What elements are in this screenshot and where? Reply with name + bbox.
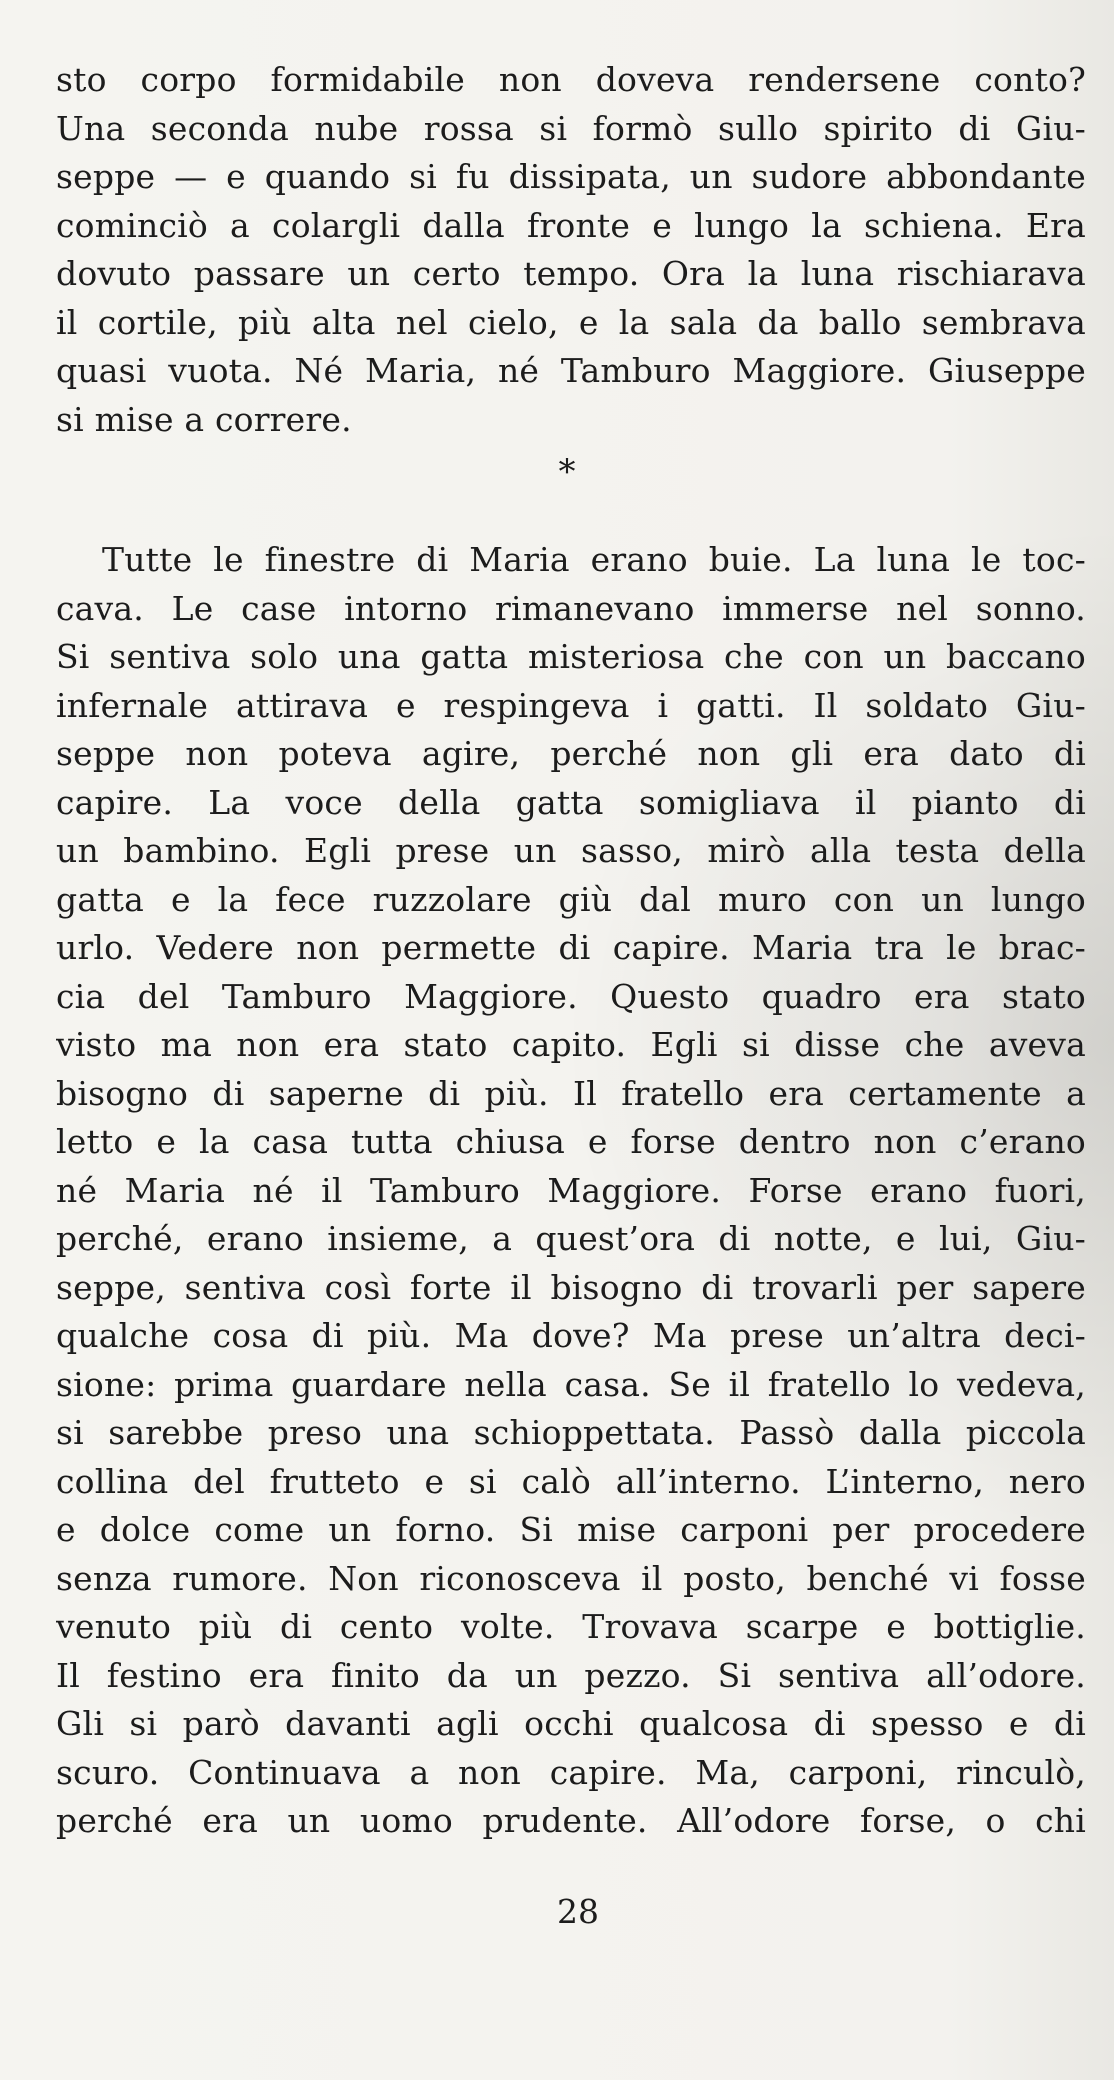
paragraph-1-line: Una seconda nube rossa si formò sullo spirito di Giu-	[56, 108, 1086, 148]
paragraph-1-line: seppe — e quando si fu dissipata, un sudore abbondante	[56, 157, 1086, 196]
paragraph-1-line: si mise a correre.	[56, 399, 352, 439]
paragraph-1-line: quasi vuota. Né Maria, né Tamburo Maggiore. Giuseppe	[56, 351, 1086, 390]
paragraph-2-line: capire. La voce della gatta somigliava il pianto di	[56, 782, 1086, 822]
paragraph-2-line: urlo. Vedere non permette di capire. Maria tra le brac-	[56, 928, 1086, 967]
paragraph-1-line: dovuto passare un certo tempo. Ora la luna rischiarava	[56, 254, 1086, 293]
paragraph-2-line: si sarebbe preso una schioppettata. Passò dalla piccola	[56, 1413, 1086, 1452]
paragraph-1-line: sto corpo formidabile non doveva rendersene conto?	[56, 60, 1086, 99]
paragraph-1-line: il cortile, più alta nel cielo, e la sala da ballo sembrava	[56, 302, 1086, 342]
paragraph-2-line: Il festino era finito da un pezzo. Si sentiva all’odore.	[56, 1655, 1086, 1695]
paragraph-2-line: senza rumore. Non riconosceva il posto, benché vi fosse	[56, 1558, 1086, 1598]
paragraph-2-line: perché era un uomo prudente. All’odore forse, o chi	[56, 1801, 1086, 1840]
paragraph-2-line: Gli si parò davanti agli occhi qualcosa di spesso e di	[56, 1704, 1086, 1743]
paragraph-2-line: collina del frutteto e si calò all’interno. L’interno, nero	[56, 1461, 1086, 1501]
paragraph-1-line: cominciò a colargli dalla fronte e lungo la schiena. Era	[56, 205, 1086, 245]
paragraph-2-line: Tutte le finestre di Maria erano buie. La luna le toc-	[102, 540, 1086, 579]
paragraph-2-line: letto e la casa tutta chiusa e forse dentro non c’erano	[56, 1122, 1086, 1161]
paragraph-2-line: qualche cosa di più. Ma dove? Ma prese un’altra deci-	[56, 1316, 1086, 1355]
paragraph-2-line: scuro. Continuava a non capire. Ma, carponi, rinculò,	[56, 1752, 1086, 1792]
paragraph-2-line: né Maria né il Tamburo Maggiore. Forse erano fuori,	[56, 1170, 1086, 1210]
paragraph-2-line: sione: prima guardare nella casa. Se il fratello lo vedeva,	[56, 1364, 1086, 1404]
paragraph-2-line: seppe non poteva agire, perché non gli era dato di	[56, 734, 1086, 773]
paragraph-2-line: venuto più di cento volte. Trovava scarpe e bottiglie.	[56, 1607, 1086, 1646]
paragraph-1	[56, 56, 1086, 444]
paragraph-2-line: cava. Le case intorno rimanevano immerse nel sonno.	[56, 588, 1086, 628]
paragraph-2-line: infernale attirava e respingeva i gatti. Il soldato Giu-	[56, 685, 1086, 725]
paragraph-2-line: Si sentiva solo una gatta misteriosa che con un baccano	[56, 637, 1086, 676]
paragraph-2-line: un bambino. Egli prese un sasso, mirò alla testa della	[56, 831, 1086, 870]
page-number: 28	[557, 1892, 599, 1931]
paragraph-2-line: seppe, sentiva così forte il bisogno di trovarli per sapere	[56, 1267, 1086, 1307]
paragraph-2-line: perché, erano insieme, a quest’ora di notte, e lui, Giu-	[56, 1219, 1086, 1258]
paragraph-2-line: e dolce come un forno. Si mise carponi per procedere	[56, 1510, 1086, 1549]
paragraph-2-line: visto ma non era stato capito. Egli si disse che aveva	[56, 1025, 1086, 1064]
section-separator: *	[558, 452, 576, 492]
paragraph-2	[56, 536, 1086, 1846]
paragraph-2-line: cia del Tamburo Maggiore. Questo quadro era stato	[56, 976, 1086, 1016]
paragraph-2-line: bisogno di saperne di più. Il fratello era certamente a	[56, 1073, 1086, 1113]
paragraph-2-line: gatta e la fece ruzzolare giù dal muro con un lungo	[56, 879, 1086, 919]
